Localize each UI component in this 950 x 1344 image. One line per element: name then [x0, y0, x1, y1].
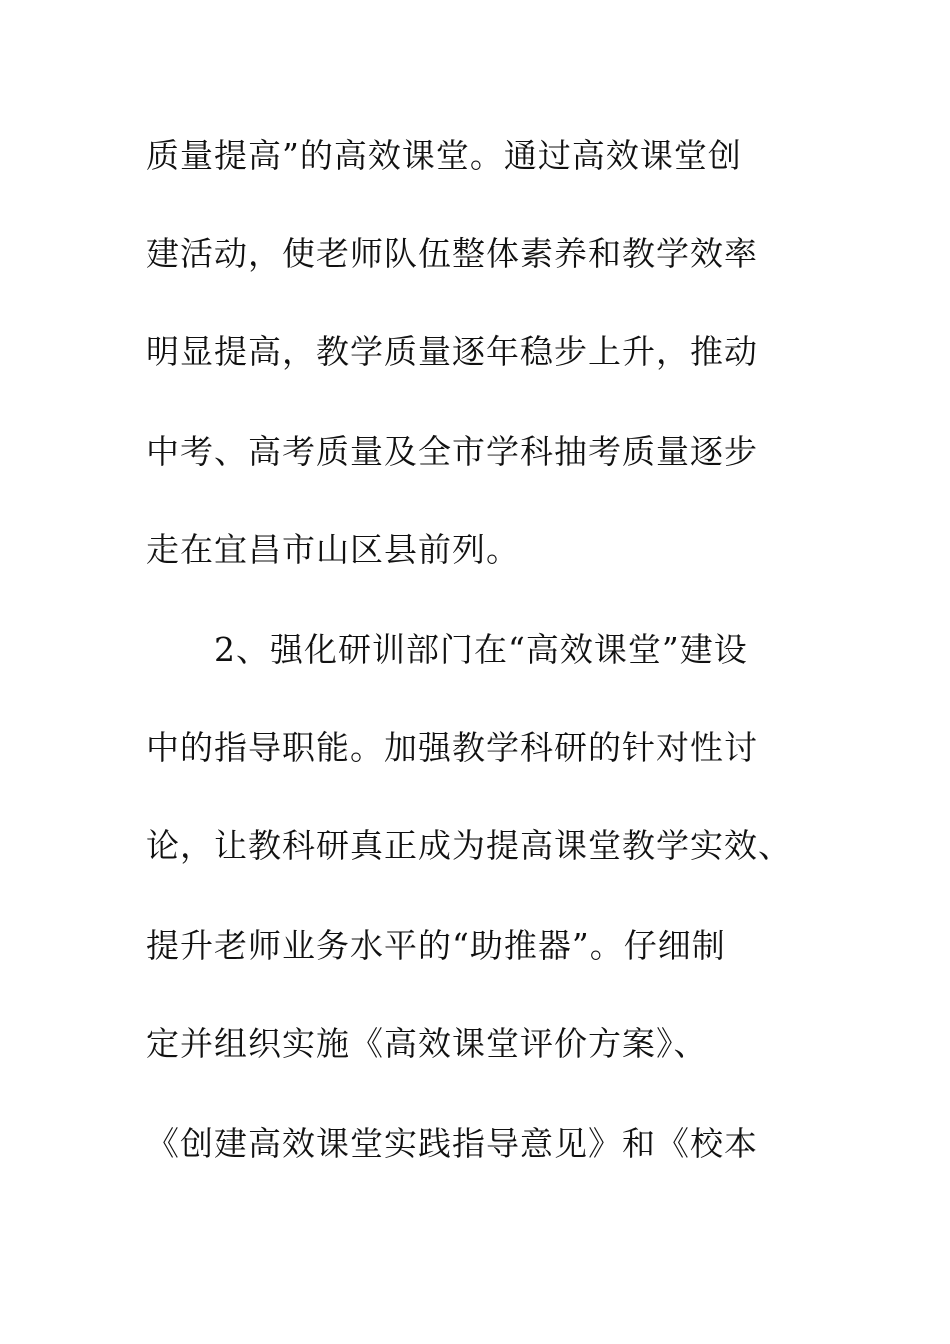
text-line-8: 论，让教科研真正成为提高课堂教学实效、 — [146, 826, 792, 865]
text-line-2: 建活动，使老师队伍整体素养和教学效率 — [146, 234, 758, 273]
text-line-1: 质量提高”的高效课堂。通过高效课堂创 — [146, 136, 742, 175]
paragraph-2-start-line: 2、强化研训部门在“高效课堂”建设 — [214, 630, 748, 669]
text-line-4: 中考、高考质量及全市学科抽考质量逐步 — [146, 432, 758, 471]
text-line-5: 走在宜昌市山区县前列。 — [146, 530, 520, 569]
text-line-9: 提升老师业务水平的“助推器”。仔细制 — [146, 926, 726, 965]
text-line-10: 定并组织实施《高效课堂评价方案》、 — [146, 1024, 708, 1063]
text-line-7: 中的指导职能。加强教学科研的针对性讨 — [146, 728, 758, 767]
text-line-11: 《创建高效课堂实践指导意见》和《校本 — [146, 1124, 758, 1163]
text-line-3: 明显提高，教学质量逐年稳步上升，推动 — [146, 332, 758, 371]
